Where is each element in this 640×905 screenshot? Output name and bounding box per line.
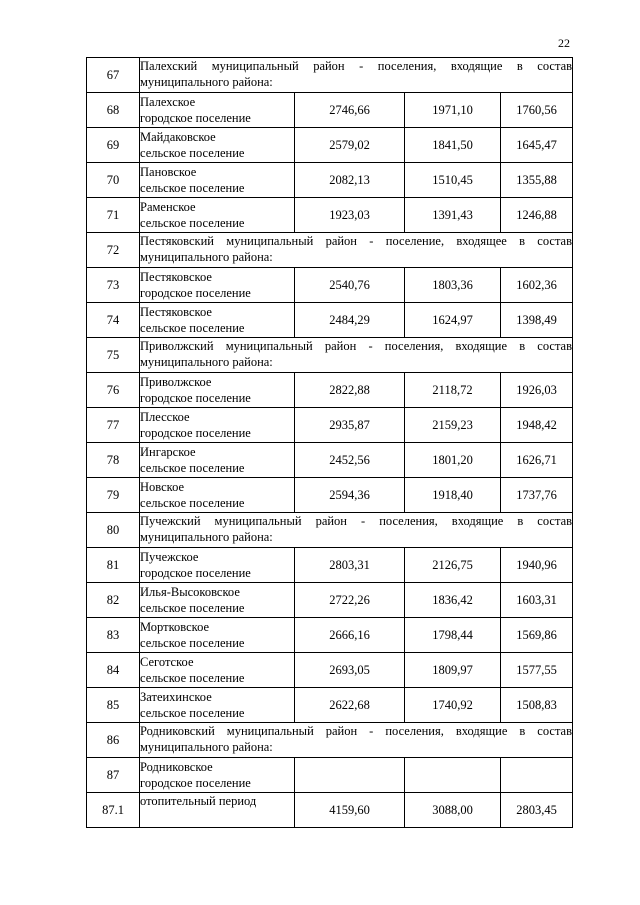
value-cell-2: 1803,36 <box>405 268 501 303</box>
value-cell-1: 1923,03 <box>295 198 405 233</box>
value-cell-1: 2822,88 <box>295 373 405 408</box>
settlement-name-line-2: городское поселение <box>140 286 251 300</box>
settlement-name-line-1: Родниковское <box>140 760 213 774</box>
settlement-name-line-2: сельское поселение <box>140 321 245 335</box>
district-header-row <box>87 723 573 758</box>
value-cell-2: 1798,44 <box>405 618 501 653</box>
value-cell-3: 1626,71 <box>501 443 573 478</box>
row-number: 86 <box>87 723 140 758</box>
value-cell-2: 3088,00 <box>405 793 501 828</box>
value-cell-1: 2579,02 <box>295 128 405 163</box>
district-header: Родниковский муниципальный район - поселения, входящие в состав муниципального района: <box>140 723 573 758</box>
settlement-name-line-2: городское поселение <box>140 111 251 125</box>
settlement-name-line-2: городское поселение <box>140 776 251 790</box>
settlement-name <box>140 268 295 303</box>
value-cell-3: 1246,88 <box>501 198 573 233</box>
value-cell-1: 2540,76 <box>295 268 405 303</box>
value-cell-3: 1940,96 <box>501 548 573 583</box>
row-number: 87 <box>87 758 140 793</box>
settlement-name-line-2: сельское поселение <box>140 706 245 720</box>
settlement-name <box>140 583 295 618</box>
page-number: 22 <box>558 36 570 50</box>
table-row <box>87 758 573 793</box>
row-number: 77 <box>87 408 140 443</box>
table-row <box>87 688 573 723</box>
row-number: 84 <box>87 653 140 688</box>
table-row <box>87 93 573 128</box>
row-number: 74 <box>87 303 140 338</box>
value-cell-1: 2722,26 <box>295 583 405 618</box>
settlement-name <box>140 198 295 233</box>
value-cell-2: 1510,45 <box>405 163 501 198</box>
value-cell-1 <box>295 758 405 793</box>
settlement-name <box>140 548 295 583</box>
settlement-name <box>140 688 295 723</box>
settlement-name-line-1: Новское <box>140 480 185 494</box>
settlement-name <box>140 93 295 128</box>
value-cell-2: 1971,10 <box>405 93 501 128</box>
settlement-name-line-1: отопительный период <box>140 794 257 808</box>
settlement-name-line-2: сельское поселение <box>140 216 245 230</box>
district-header: Пестяковский муниципальный район - поселение, входящее в состав муниципального района: <box>140 233 573 268</box>
row-number: 76 <box>87 373 140 408</box>
row-number: 70 <box>87 163 140 198</box>
settlement-name <box>140 163 295 198</box>
settlement-name-line-1: Пестяковское <box>140 305 212 319</box>
row-number: 72 <box>87 233 140 268</box>
district-header-row <box>87 513 573 548</box>
settlement-name-line-1: Ингарское <box>140 445 196 459</box>
settlement-name <box>140 128 295 163</box>
settlement-name-line-2: городское поселение <box>140 391 251 405</box>
settlement-name <box>140 793 295 828</box>
value-cell-1: 2082,13 <box>295 163 405 198</box>
value-cell-1: 2803,31 <box>295 548 405 583</box>
settlement-name-line-2: сельское поселение <box>140 146 245 160</box>
row-number: 79 <box>87 478 140 513</box>
value-cell-2: 2159,23 <box>405 408 501 443</box>
value-cell-3: 1948,42 <box>501 408 573 443</box>
value-cell-2: 1809,97 <box>405 653 501 688</box>
district-header-row <box>87 338 573 373</box>
district-header: Приволжский муниципальный район - поселения, входящие в состав муниципального района: <box>140 338 573 373</box>
table-row <box>87 653 573 688</box>
settlement-name-line-1: Пановское <box>140 165 197 179</box>
row-number: 82 <box>87 583 140 618</box>
settlement-name <box>140 408 295 443</box>
value-cell-1: 2935,87 <box>295 408 405 443</box>
table-row <box>87 128 573 163</box>
table-row <box>87 793 573 828</box>
settlement-name-line-1: Затеихинское <box>140 690 212 704</box>
settlement-name-line-2: сельское поселение <box>140 636 245 650</box>
table-row <box>87 443 573 478</box>
table-row <box>87 618 573 653</box>
value-cell-2: 1624,97 <box>405 303 501 338</box>
district-header: Пучежский муниципальный район - поселения, входящие в состав муниципального района: <box>140 513 573 548</box>
row-number: 83 <box>87 618 140 653</box>
table-row <box>87 373 573 408</box>
row-number: 85 <box>87 688 140 723</box>
settlement-name <box>140 478 295 513</box>
row-number: 68 <box>87 93 140 128</box>
row-number: 81 <box>87 548 140 583</box>
settlement-name <box>140 618 295 653</box>
table-row <box>87 303 573 338</box>
value-cell-2: 1841,50 <box>405 128 501 163</box>
district-header-row <box>87 58 573 93</box>
settlement-name <box>140 653 295 688</box>
settlement-name-line-2: городское поселение <box>140 426 251 440</box>
value-cell-3: 1760,56 <box>501 93 573 128</box>
value-cell-1: 2693,05 <box>295 653 405 688</box>
row-number: 80 <box>87 513 140 548</box>
settlement-name <box>140 758 295 793</box>
table-row <box>87 408 573 443</box>
value-cell-1: 2484,29 <box>295 303 405 338</box>
row-number: 78 <box>87 443 140 478</box>
row-number: 69 <box>87 128 140 163</box>
table-body <box>87 58 573 828</box>
value-cell-2: 1391,43 <box>405 198 501 233</box>
table-row <box>87 478 573 513</box>
settlement-name-line-1: Приволжское <box>140 375 212 389</box>
settlement-name-line-2: сельское поселение <box>140 461 245 475</box>
settlement-name-line-1: Илья-Высоковское <box>140 585 240 599</box>
value-cell-1: 2594,36 <box>295 478 405 513</box>
settlement-name-line-1: Плесское <box>140 410 190 424</box>
settlement-name <box>140 303 295 338</box>
row-number: 75 <box>87 338 140 373</box>
value-cell-2: 1836,42 <box>405 583 501 618</box>
settlement-name-line-2: сельское поселение <box>140 181 245 195</box>
district-header-row <box>87 233 573 268</box>
settlement-name-line-2: сельское поселение <box>140 601 245 615</box>
value-cell-1: 2666,16 <box>295 618 405 653</box>
value-cell-1: 2452,56 <box>295 443 405 478</box>
value-cell-3: 1926,03 <box>501 373 573 408</box>
value-cell-2: 1918,40 <box>405 478 501 513</box>
value-cell-3: 1355,88 <box>501 163 573 198</box>
settlement-name <box>140 443 295 478</box>
value-cell-3: 1508,83 <box>501 688 573 723</box>
value-cell-2: 2118,72 <box>405 373 501 408</box>
table-row <box>87 583 573 618</box>
settlement-name-line-2: сельское поселение <box>140 496 245 510</box>
table-row <box>87 268 573 303</box>
row-number: 73 <box>87 268 140 303</box>
value-cell-2: 2126,75 <box>405 548 501 583</box>
value-cell-3: 2803,45 <box>501 793 573 828</box>
value-cell-2: 1740,92 <box>405 688 501 723</box>
settlement-name-line-1: Майдаковское <box>140 130 216 144</box>
value-cell-2 <box>405 758 501 793</box>
settlement-name-line-1: Пестяковское <box>140 270 212 284</box>
value-cell-3: 1577,55 <box>501 653 573 688</box>
tariff-table <box>86 57 573 828</box>
value-cell-3: 1737,76 <box>501 478 573 513</box>
value-cell-3: 1398,49 <box>501 303 573 338</box>
settlement-name-line-1: Пучежское <box>140 550 199 564</box>
value-cell-3: 1603,31 <box>501 583 573 618</box>
row-number: 67 <box>87 58 140 93</box>
row-number: 87.1 <box>87 793 140 828</box>
settlement-name <box>140 373 295 408</box>
settlement-name-line-1: Раменское <box>140 200 196 214</box>
value-cell-3: 1569,86 <box>501 618 573 653</box>
settlement-name-line-2: городское поселение <box>140 566 251 580</box>
settlement-name-line-1: Палехское <box>140 95 196 109</box>
settlement-name-line-1: Сеготское <box>140 655 194 669</box>
settlement-name-line-2: сельское поселение <box>140 671 245 685</box>
district-header: Палехский муниципальный район - поселения, входящие в состав муниципального района: <box>140 58 573 93</box>
value-cell-1: 2746,66 <box>295 93 405 128</box>
value-cell-3: 1602,36 <box>501 268 573 303</box>
value-cell-1: 4159,60 <box>295 793 405 828</box>
value-cell-3: 1645,47 <box>501 128 573 163</box>
value-cell-3 <box>501 758 573 793</box>
row-number: 71 <box>87 198 140 233</box>
table-row <box>87 548 573 583</box>
settlement-name-line-1: Мортковское <box>140 620 210 634</box>
value-cell-1: 2622,68 <box>295 688 405 723</box>
table-row <box>87 198 573 233</box>
table-row <box>87 163 573 198</box>
value-cell-2: 1801,20 <box>405 443 501 478</box>
